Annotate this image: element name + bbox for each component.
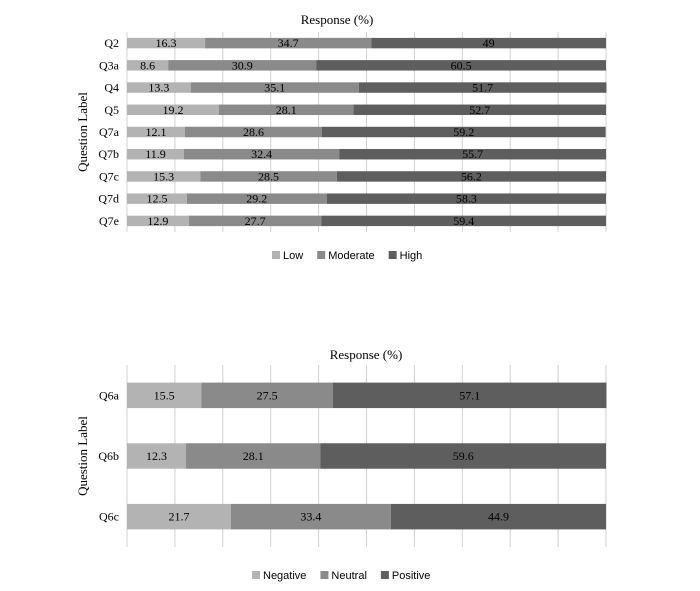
- data-label-high-q7a: 59.2: [453, 125, 475, 139]
- data-label-low-q4: 13.3: [148, 80, 170, 95]
- data-label-negative-q6a: 15.5: [153, 388, 175, 403]
- chart-response-level: [0, 0, 700, 285]
- data-label-moderate-q4: 35.1: [264, 80, 286, 95]
- tick-label-q7e: Q7e: [99, 213, 119, 228]
- data-label-high-q7d: 58.3: [455, 191, 477, 206]
- tick-label-q2: Q2: [104, 36, 119, 51]
- data-label-high-q7e: 59.4: [453, 213, 475, 228]
- data-label-high-q5: 52.7: [469, 102, 491, 117]
- chart-1-svg: [0, 0, 700, 280]
- data-label-positive-q6a: 57.1: [459, 388, 481, 403]
- tick-label-q7c: Q7c: [99, 169, 119, 184]
- chart-response-sentiment: [0, 340, 700, 591]
- legend-swatch-negative: [252, 571, 260, 579]
- legend-swatch-moderate: [317, 251, 325, 259]
- data-label-moderate-q2: 34.7: [277, 36, 299, 51]
- y-axis-label: Question Label: [75, 92, 90, 172]
- data-label-moderate-q7d: 29.2: [246, 191, 268, 206]
- data-label-moderate-q5: 28.1: [275, 102, 297, 117]
- data-label-neutral-q6c: 33.4: [300, 509, 322, 524]
- tick-label-q5: Q5: [104, 102, 119, 117]
- chart-2-svg: [0, 340, 700, 586]
- data-label-neutral-q6b: 28.1: [242, 449, 264, 463]
- data-label-high-q7c: 56.2: [460, 169, 482, 184]
- data-label-low-q7b: 11.9: [145, 147, 166, 162]
- tick-label-q7b: Q7b: [98, 147, 119, 162]
- data-label-low-q7a: 12.1: [145, 125, 167, 139]
- legend-entry-positive: Positive: [391, 570, 431, 582]
- data-label-low-q7d: 12.5: [146, 191, 168, 206]
- data-label-negative-q6c: 21.7: [168, 509, 190, 524]
- tick-label-q7a: Q7a: [99, 125, 119, 139]
- data-label-positive-q6b: 59.6: [452, 449, 474, 463]
- data-label-low-q7c: 15.3: [153, 169, 175, 184]
- data-label-neutral-q6a: 27.5: [256, 388, 278, 403]
- data-label-moderate-q7e: 27.7: [244, 213, 266, 228]
- data-label-moderate-q3a: 30.9: [231, 58, 253, 73]
- legend-entry-moderate: Moderate: [328, 250, 375, 262]
- chart-title: Response (%): [300, 12, 374, 27]
- data-label-high-q7b: 55.7: [462, 147, 484, 162]
- legend-entry-low: Low: [283, 250, 304, 262]
- tick-label-q6c: Q6c: [99, 509, 119, 524]
- legend-entry-high: High: [399, 250, 423, 262]
- legend-swatch-high: [389, 251, 397, 259]
- data-label-high-q3a: 60.5: [450, 58, 472, 73]
- data-label-low-q5: 19.2: [162, 102, 184, 117]
- data-label-low-q7e: 12.9: [147, 213, 169, 228]
- legend-entry-neutral: Neutral: [331, 570, 367, 582]
- tick-label-q7d: Q7d: [98, 191, 119, 206]
- data-label-low-q2: 16.3: [155, 36, 177, 51]
- data-label-low-q3a: 8.6: [140, 58, 156, 73]
- tick-label-q3a: Q3a: [99, 58, 119, 73]
- legend-entry-negative: Negative: [263, 570, 307, 582]
- data-label-moderate-q7a: 28.6: [242, 125, 264, 139]
- tick-label-q4: Q4: [104, 80, 119, 95]
- y-axis-label: Question Label: [75, 416, 90, 496]
- legend-swatch-neutral: [320, 571, 328, 579]
- data-label-moderate-q7b: 32.4: [251, 147, 273, 162]
- data-label-moderate-q7c: 28.5: [258, 169, 280, 184]
- data-label-positive-q6c: 44.9: [487, 509, 509, 524]
- legend-swatch-positive: [381, 571, 389, 579]
- data-label-high-q2: 49: [482, 36, 495, 51]
- data-label-negative-q6b: 12.3: [145, 449, 167, 463]
- legend-swatch-low: [272, 251, 280, 259]
- chart-title: Response (%): [329, 347, 403, 362]
- tick-label-q6b: Q6b: [98, 449, 119, 463]
- tick-label-q6a: Q6a: [99, 388, 119, 403]
- data-label-high-q4: 51.7: [472, 80, 494, 95]
